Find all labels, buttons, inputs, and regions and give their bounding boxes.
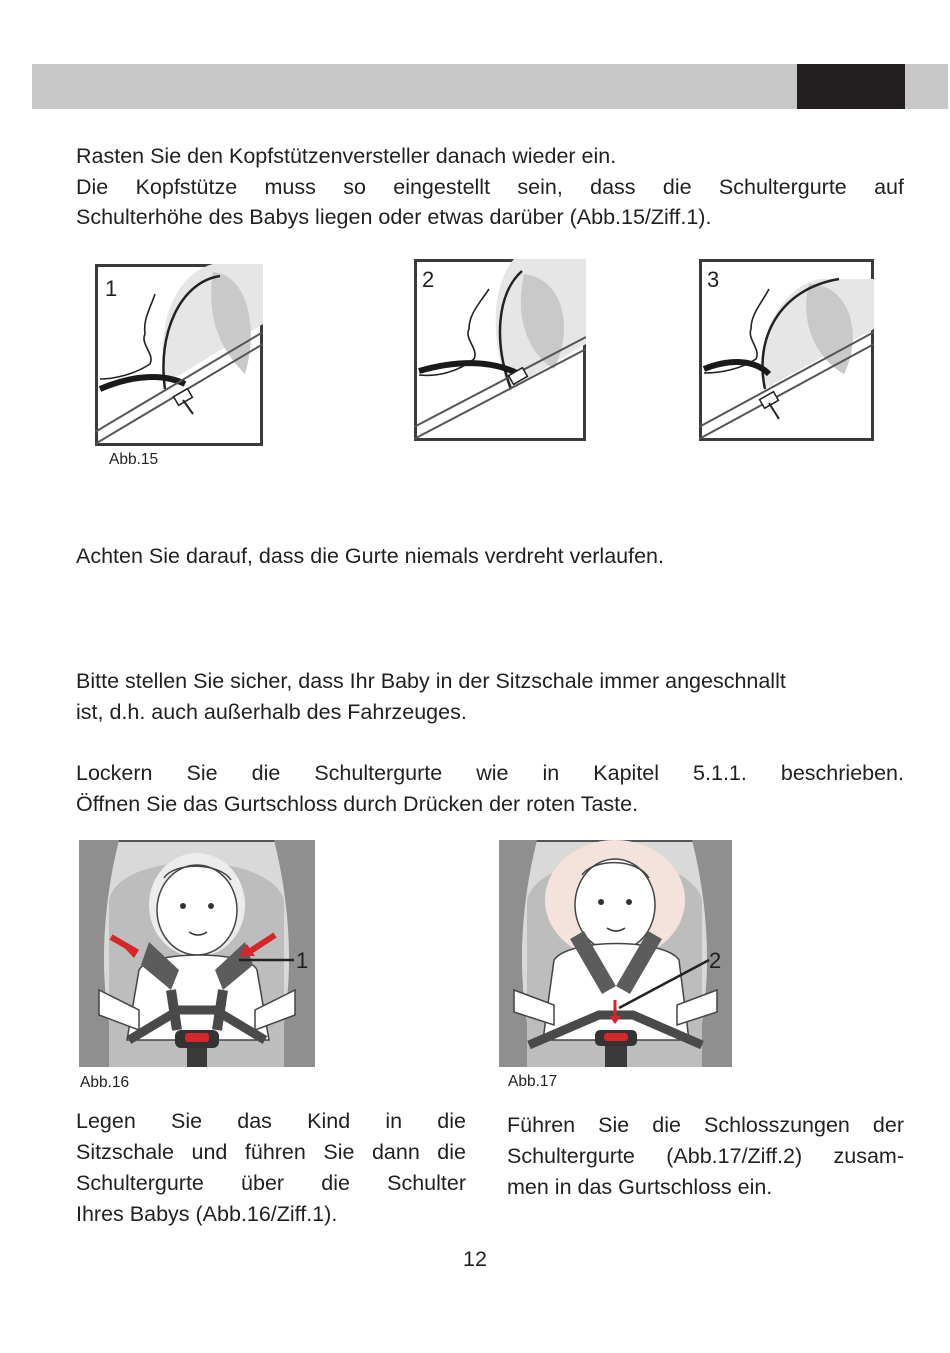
left-column-text	[76, 1106, 466, 1230]
fig16-callout-number: 1	[296, 948, 309, 973]
intro-line-2: Die Kopfstütze muss so eingestellt sein, dass die Schultergurte auf	[76, 174, 904, 199]
right-column-line-3: men in das Gurtschloss ein.	[507, 1175, 773, 1199]
buckle-paragraph	[76, 666, 904, 727]
fig15-panel-2-number: 2	[422, 267, 435, 292]
fig17-caption: Abb.17	[508, 1073, 558, 1090]
intro-line-1: Rasten Sie den Kopfstützenversteller danach wieder ein.	[76, 144, 617, 168]
fig17-callout-number: 2	[709, 948, 722, 973]
right-column-line-1: Führen Sie die Schlosszungen der	[507, 1113, 904, 1137]
fig15-panel-1	[95, 264, 263, 446]
fig15-panel-3	[699, 259, 874, 441]
left-column-line-2: Sitzschale und führen Sie dann die	[76, 1140, 466, 1164]
fig15-panel-2	[414, 259, 586, 441]
fig15-caption: Abb.15	[109, 451, 159, 468]
page-number: 12	[463, 1247, 487, 1271]
fig15-panel-3-number: 3	[707, 267, 720, 292]
fig16-illustration	[79, 840, 315, 1067]
right-column-text	[507, 1110, 904, 1203]
intro-line-3: Schulterhöhe des Babys liegen oder etwas darüber (Abb.15/Ziff.1).	[76, 205, 712, 229]
left-column-line-1: Legen Sie das Kind in die	[76, 1109, 466, 1133]
left-column-line-4: Ihres Babys (Abb.16/Ziff.1).	[76, 1202, 338, 1226]
warning-text: Achten Sie darauf, dass die Gurte niemals verdreht verlaufen.	[76, 544, 664, 568]
header-black-tab	[797, 64, 905, 109]
fig16-caption: Abb.16	[80, 1074, 130, 1091]
loosen-line-1: Lockern Sie die Schultergurte wie in Kapitel 5.1.1. beschrieben.	[76, 761, 904, 785]
buckle-line-2: ist, d.h. auch außerhalb des Fahrzeuges.	[76, 699, 467, 724]
fig15-panel-1-number: 1	[105, 276, 118, 301]
left-column-line-3: Schultergurte über die Schulter	[76, 1171, 466, 1195]
intro-paragraph	[76, 141, 904, 233]
buckle-line-1: Bitte stellen Sie sicher, dass Ihr Baby in der Sitzschale immer angeschnallt	[76, 669, 786, 693]
right-column-line-2: Schultergurte (Abb.17/Ziff.2) zusam-	[507, 1144, 904, 1168]
loosen-line-2: Öffnen Sie das Gurtschloss durch Drücken der roten Taste.	[76, 791, 639, 816]
fig17-illustration	[499, 840, 732, 1067]
loosen-paragraph	[76, 758, 904, 819]
